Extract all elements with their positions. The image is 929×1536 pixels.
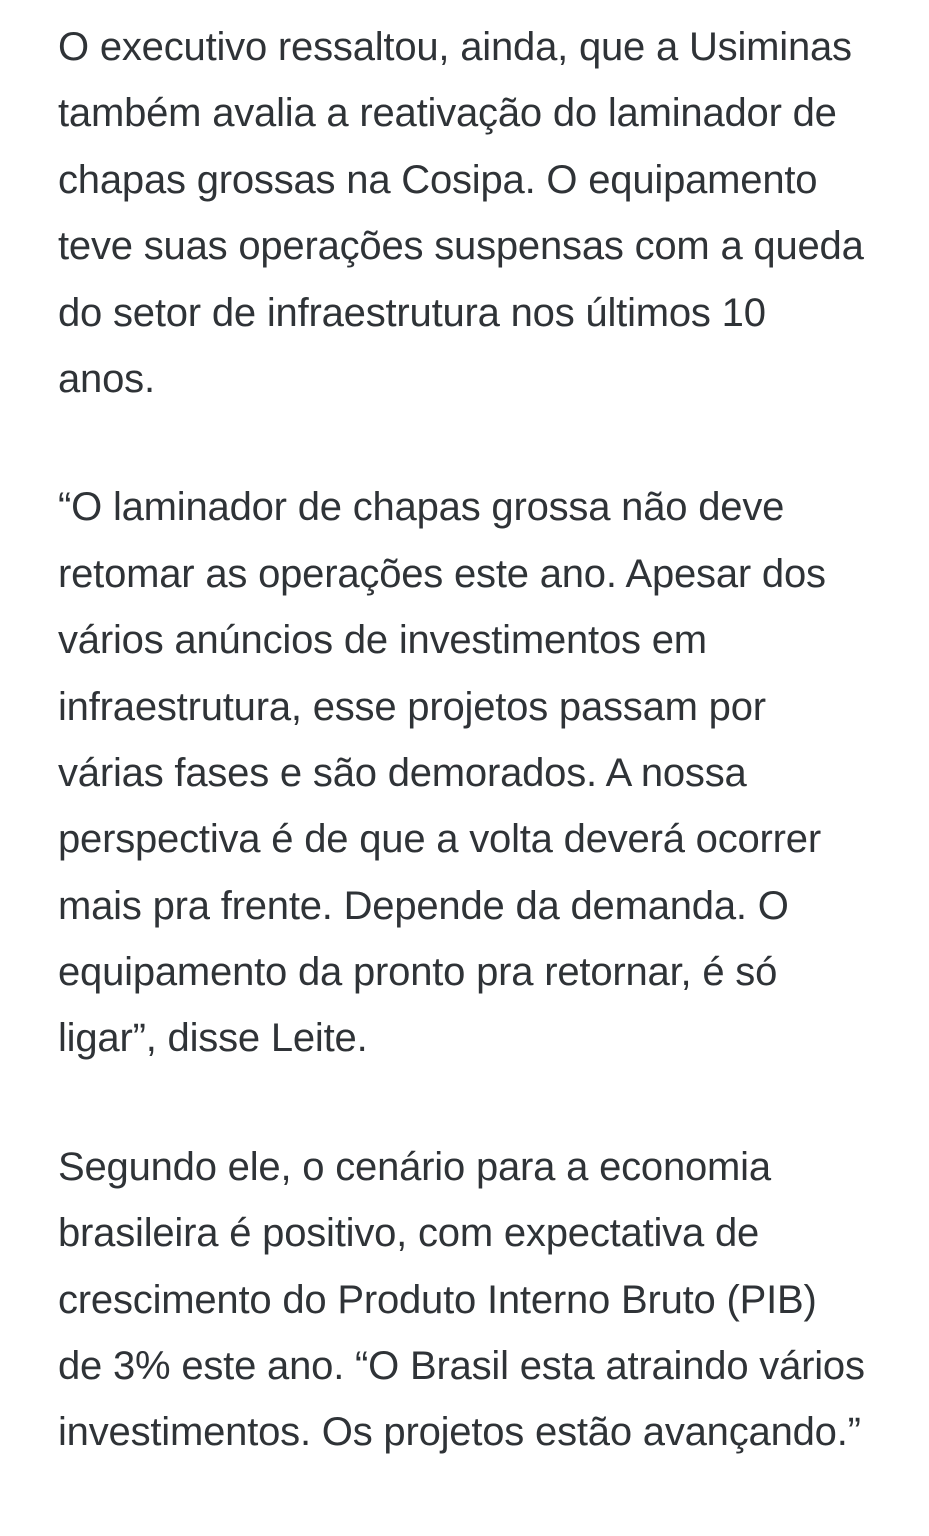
article-paragraph-3: Segundo ele, o cenário para a economia brasileira é positivo, com expectativa de crescimento do Produto Interno Bruto (PIB) de 3% este ano. “O Brasil esta atraindo vários investimentos. Os projetos estão avançando.”: [58, 1144, 865, 1455]
article-paragraph-1: O executivo ressaltou, ainda, que a Usiminas também avalia a reativação do laminador de chapas grossas na Cosipa. O equipamento teve suas operações suspensas com a queda do setor de infraestrutura nos últimos 10 anos.: [58, 25, 864, 401]
article-paragraph-2: “O laminador de chapas grossa não deve retomar as operações este ano. Apesar dos vários anúncios de investimentos em infraestrutura, esse projetos passam por várias fases e são demorados. A nossa perspectiva é de que a volta deverá ocorrer mais pra frente. Depende da demanda. O equipamento da pronto pra retornar, é só ligar”, disse Leite.: [58, 485, 826, 1061]
